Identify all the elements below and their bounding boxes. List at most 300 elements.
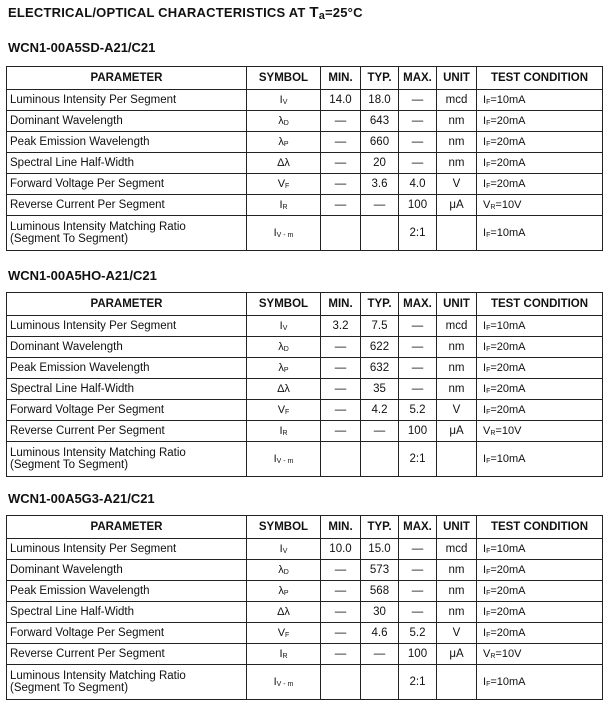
cell-max: 100	[399, 421, 437, 442]
cell-unit: V	[437, 174, 477, 195]
cell-symbol	[247, 400, 321, 421]
symbol-subscript: R	[282, 204, 288, 211]
parameter-text: Reverse Current Per Segment	[10, 648, 165, 660]
condition-symbol: V	[483, 648, 491, 660]
cell-test-condition	[477, 216, 603, 251]
parameter-text: Luminous Intensity Per Segment	[10, 320, 177, 332]
header-parameter: PARAMETER	[7, 67, 247, 90]
table-row	[7, 174, 603, 195]
condition-subscript: R	[490, 430, 496, 437]
header-unit: UNIT	[437, 67, 477, 90]
cell-min: 10.0	[321, 539, 361, 560]
symbol-subscript: V	[282, 325, 288, 332]
parameter-text: Spectral Line Half-Width	[10, 606, 134, 618]
table-row	[7, 560, 603, 581]
condition-value: =10mA	[490, 94, 526, 106]
condition-symbol: I	[483, 320, 487, 332]
cell-min: —	[321, 421, 361, 442]
cell-max: 5.2	[399, 400, 437, 421]
cell-unit: nm	[437, 111, 477, 132]
cell-test-condition	[477, 560, 603, 581]
cell-max: —	[399, 379, 437, 400]
cell-min: —	[321, 337, 361, 358]
condition-subscript: F	[486, 548, 491, 555]
header-test-condition: TEST CONDITION	[477, 67, 603, 90]
condition-value: =20mA	[490, 157, 526, 169]
cell-test-condition	[477, 602, 603, 623]
page-title-t: T	[309, 4, 319, 21]
cell-test-condition	[477, 539, 603, 560]
condition-value: =10mA	[490, 676, 526, 688]
cell-test-condition	[477, 442, 603, 477]
parameter-text: Peak Emission Wavelength	[10, 585, 150, 597]
page-title	[8, 4, 363, 22]
symbol-subscript: R	[282, 430, 288, 437]
cell-symbol	[247, 111, 321, 132]
cell-min: —	[321, 358, 361, 379]
cell-unit: μA	[437, 195, 477, 216]
table-header-row	[7, 516, 603, 539]
cell-min: —	[321, 195, 361, 216]
cell-max: 5.2	[399, 623, 437, 644]
cell-min: —	[321, 153, 361, 174]
condition-value: =20mA	[490, 362, 526, 374]
cell-max: —	[399, 316, 437, 337]
cell-min: 3.2	[321, 316, 361, 337]
condition-value: =20mA	[490, 585, 526, 597]
parameter-text: Peak Emission Wavelength	[10, 136, 150, 148]
condition-subscript: F	[486, 388, 491, 395]
cell-typ: —	[361, 644, 399, 665]
cell-parameter	[7, 400, 247, 421]
cell-parameter	[7, 195, 247, 216]
cell-unit: V	[437, 623, 477, 644]
symbol-text: Δλ	[277, 157, 290, 169]
condition-symbol: I	[483, 94, 487, 106]
cell-typ: 3.6	[361, 174, 399, 195]
header-max: MAX.	[399, 293, 437, 316]
symbol-text: V	[277, 404, 286, 416]
cell-min: —	[321, 132, 361, 153]
cell-test-condition	[477, 337, 603, 358]
cell-test-condition	[477, 379, 603, 400]
cell-test-condition	[477, 195, 603, 216]
header-unit: UNIT	[437, 293, 477, 316]
condition-value: =20mA	[490, 627, 526, 639]
condition-symbol: V	[483, 425, 491, 437]
symbol-text: Δλ	[277, 606, 290, 618]
symbol-text: λ	[278, 115, 284, 127]
header-typ: TYP.	[361, 293, 399, 316]
cell-parameter	[7, 442, 247, 477]
condition-subscript: F	[486, 99, 491, 106]
symbol-text: V	[277, 627, 286, 639]
cell-max: —	[399, 132, 437, 153]
cell-max: 100	[399, 195, 437, 216]
cell-symbol	[247, 216, 321, 251]
cell-max: —	[399, 358, 437, 379]
header-symbol: SYMBOL	[247, 67, 321, 90]
cell-max: —	[399, 560, 437, 581]
cell-typ: 30	[361, 602, 399, 623]
cell-unit: nm	[437, 560, 477, 581]
cell-min: —	[321, 602, 361, 623]
condition-subscript: F	[486, 120, 491, 127]
condition-symbol: I	[483, 157, 487, 169]
cell-typ: 7.5	[361, 316, 399, 337]
header-unit: UNIT	[437, 516, 477, 539]
cell-max: —	[399, 153, 437, 174]
table-row	[7, 665, 603, 700]
symbol-text: I	[279, 648, 283, 660]
condition-value: =20mA	[490, 178, 526, 190]
symbol-subscript: V - m	[276, 458, 294, 465]
cell-max: 2:1	[399, 665, 437, 700]
condition-symbol: V	[483, 199, 491, 211]
condition-subscript: F	[486, 141, 491, 148]
cell-symbol	[247, 358, 321, 379]
symbol-text: Δλ	[277, 383, 290, 395]
symbol-subscript: F	[285, 409, 290, 416]
cell-test-condition	[477, 90, 603, 111]
cell-unit: mcd	[437, 316, 477, 337]
header-typ: TYP.	[361, 67, 399, 90]
parameter-text: Luminous Intensity Per Segment	[10, 543, 177, 555]
cell-unit: mcd	[437, 90, 477, 111]
symbol-text: I	[279, 320, 283, 332]
parameter-text: Reverse Current Per Segment	[10, 425, 165, 437]
table-row	[7, 316, 603, 337]
parameter-text: Forward Voltage Per Segment	[10, 627, 165, 639]
cell-symbol	[247, 560, 321, 581]
cell-test-condition	[477, 316, 603, 337]
cell-unit	[437, 442, 477, 477]
table-row	[7, 539, 603, 560]
condition-value: =10mA	[490, 543, 526, 555]
condition-value: =20mA	[490, 564, 526, 576]
cell-max: 100	[399, 644, 437, 665]
symbol-subscript: F	[285, 183, 290, 190]
condition-symbol: I	[483, 136, 487, 148]
page-title-sub: a	[318, 10, 326, 22]
parameter-text: Dominant Wavelength	[10, 564, 123, 576]
cell-min: —	[321, 581, 361, 602]
cell-symbol	[247, 174, 321, 195]
symbol-subscript: F	[285, 632, 290, 639]
cell-test-condition	[477, 153, 603, 174]
parameter-text: Peak Emission Wavelength	[10, 362, 150, 374]
condition-subscript: F	[486, 409, 491, 416]
cell-typ: 632	[361, 358, 399, 379]
condition-subscript: F	[486, 232, 491, 239]
cell-max: —	[399, 602, 437, 623]
cell-min: —	[321, 623, 361, 644]
cell-parameter	[7, 560, 247, 581]
symbol-text: I	[273, 227, 277, 239]
symbol-text: λ	[278, 362, 284, 374]
parameter-text: Spectral Line Half-Width	[10, 383, 134, 395]
condition-value: =10mA	[490, 453, 526, 465]
table-row	[7, 358, 603, 379]
cell-typ	[361, 442, 399, 477]
section-title: WCN1-00A5SD-A21/C21	[8, 40, 156, 55]
condition-value: =10V	[495, 425, 522, 437]
parameter-text: Dominant Wavelength	[10, 115, 123, 127]
condition-symbol: I	[483, 564, 487, 576]
condition-symbol: I	[483, 627, 487, 639]
condition-value: =10V	[495, 199, 522, 211]
cell-parameter	[7, 153, 247, 174]
parameter-text-line2: (Segment To Segment)	[10, 459, 129, 471]
condition-subscript: F	[486, 162, 491, 169]
symbol-text: I	[273, 453, 277, 465]
condition-subscript: F	[486, 590, 491, 597]
symbol-text: I	[279, 199, 283, 211]
condition-value: =10V	[495, 648, 522, 660]
cell-max: —	[399, 337, 437, 358]
parameter-text: Spectral Line Half-Width	[10, 157, 134, 169]
cell-symbol	[247, 665, 321, 700]
table-header-row	[7, 293, 603, 316]
symbol-subscript: P	[283, 367, 289, 374]
table-row	[7, 581, 603, 602]
symbol-subscript: R	[282, 653, 288, 660]
cell-max: —	[399, 581, 437, 602]
cell-parameter	[7, 358, 247, 379]
cell-symbol	[247, 153, 321, 174]
condition-subscript: R	[490, 204, 496, 211]
cell-test-condition	[477, 581, 603, 602]
cell-typ: 35	[361, 379, 399, 400]
cell-symbol	[247, 442, 321, 477]
cell-typ: 20	[361, 153, 399, 174]
condition-value: =10mA	[490, 227, 526, 239]
cell-min: —	[321, 111, 361, 132]
cell-parameter	[7, 216, 247, 251]
symbol-subscript: D	[283, 120, 289, 127]
cell-unit: nm	[437, 153, 477, 174]
cell-parameter	[7, 379, 247, 400]
condition-symbol: I	[483, 585, 487, 597]
cell-max: —	[399, 539, 437, 560]
parameter-text: Forward Voltage Per Segment	[10, 404, 165, 416]
cell-typ	[361, 665, 399, 700]
cell-unit: nm	[437, 337, 477, 358]
condition-value: =20mA	[490, 341, 526, 353]
parameter-text: Luminous Intensity Matching Ratio	[10, 670, 186, 682]
cell-symbol	[247, 421, 321, 442]
cell-max: —	[399, 111, 437, 132]
cell-parameter	[7, 337, 247, 358]
cell-parameter	[7, 539, 247, 560]
cell-unit	[437, 216, 477, 251]
parameter-text-line2: (Segment To Segment)	[10, 682, 129, 694]
header-parameter: PARAMETER	[7, 516, 247, 539]
cell-typ	[361, 216, 399, 251]
cell-symbol	[247, 644, 321, 665]
condition-symbol: I	[483, 453, 487, 465]
page-title-prefix: ELECTRICAL/OPTICAL CHARACTERISTICS AT	[8, 5, 310, 20]
header-test-condition: TEST CONDITION	[477, 293, 603, 316]
condition-value: =10mA	[490, 320, 526, 332]
cell-unit: μA	[437, 644, 477, 665]
cell-symbol	[247, 379, 321, 400]
cell-parameter	[7, 174, 247, 195]
table-row	[7, 602, 603, 623]
symbol-subscript: V - m	[276, 681, 294, 688]
symbol-text: I	[279, 425, 283, 437]
header-symbol: SYMBOL	[247, 293, 321, 316]
header-typ: TYP.	[361, 516, 399, 539]
header-max: MAX.	[399, 516, 437, 539]
symbol-subscript: V	[282, 548, 288, 555]
cell-min: —	[321, 379, 361, 400]
symbol-subscript: V - m	[276, 232, 294, 239]
cell-test-condition	[477, 400, 603, 421]
cell-max: 4.0	[399, 174, 437, 195]
cell-unit: nm	[437, 132, 477, 153]
cell-test-condition	[477, 132, 603, 153]
table-row	[7, 400, 603, 421]
cell-unit: V	[437, 400, 477, 421]
cell-min	[321, 442, 361, 477]
spec-table	[6, 515, 603, 700]
condition-symbol: I	[483, 115, 487, 127]
symbol-subscript: D	[283, 569, 289, 576]
condition-symbol: I	[483, 606, 487, 618]
cell-test-condition	[477, 644, 603, 665]
cell-parameter	[7, 623, 247, 644]
condition-subscript: F	[486, 325, 491, 332]
condition-symbol: I	[483, 178, 487, 190]
cell-min: —	[321, 560, 361, 581]
parameter-text: Luminous Intensity Matching Ratio	[10, 447, 186, 459]
cell-test-condition	[477, 665, 603, 700]
header-min: MIN.	[321, 293, 361, 316]
table-row	[7, 379, 603, 400]
table-row	[7, 216, 603, 251]
table-row	[7, 337, 603, 358]
condition-symbol: I	[483, 383, 487, 395]
condition-subscript: R	[490, 653, 496, 660]
table-row	[7, 111, 603, 132]
table-header-row	[7, 67, 603, 90]
table-row	[7, 421, 603, 442]
symbol-text: I	[273, 676, 277, 688]
parameter-text: Reverse Current Per Segment	[10, 199, 165, 211]
cell-parameter	[7, 316, 247, 337]
cell-unit: nm	[437, 358, 477, 379]
condition-subscript: F	[486, 458, 491, 465]
cell-parameter	[7, 602, 247, 623]
condition-value: =20mA	[490, 115, 526, 127]
parameter-text: Luminous Intensity Per Segment	[10, 94, 177, 106]
condition-value: =20mA	[490, 136, 526, 148]
cell-unit: μA	[437, 421, 477, 442]
condition-subscript: F	[486, 632, 491, 639]
condition-subscript: F	[486, 569, 491, 576]
symbol-text: I	[279, 94, 283, 106]
cell-typ: 4.6	[361, 623, 399, 644]
cell-symbol	[247, 539, 321, 560]
header-min: MIN.	[321, 516, 361, 539]
cell-test-condition	[477, 358, 603, 379]
condition-subscript: F	[486, 183, 491, 190]
table-row	[7, 623, 603, 644]
cell-min	[321, 665, 361, 700]
cell-parameter	[7, 581, 247, 602]
cell-symbol	[247, 316, 321, 337]
cell-unit	[437, 665, 477, 700]
cell-typ: —	[361, 195, 399, 216]
condition-symbol: I	[483, 543, 487, 555]
header-symbol: SYMBOL	[247, 516, 321, 539]
symbol-text: λ	[278, 341, 284, 353]
parameter-text-line2: (Segment To Segment)	[10, 233, 129, 245]
cell-test-condition	[477, 421, 603, 442]
cell-min: —	[321, 644, 361, 665]
cell-parameter	[7, 111, 247, 132]
cell-unit: mcd	[437, 539, 477, 560]
symbol-subscript: P	[283, 141, 289, 148]
section-title: WCN1-00A5HO-A21/C21	[8, 268, 157, 283]
cell-typ: 18.0	[361, 90, 399, 111]
cell-min: 14.0	[321, 90, 361, 111]
cell-parameter	[7, 90, 247, 111]
cell-symbol	[247, 132, 321, 153]
parameter-text: Forward Voltage Per Segment	[10, 178, 165, 190]
cell-symbol	[247, 581, 321, 602]
cell-parameter	[7, 644, 247, 665]
condition-symbol: I	[483, 676, 487, 688]
cell-min: —	[321, 400, 361, 421]
cell-typ: 15.0	[361, 539, 399, 560]
header-parameter: PARAMETER	[7, 293, 247, 316]
condition-subscript: F	[486, 346, 491, 353]
cell-max: 2:1	[399, 442, 437, 477]
cell-unit: nm	[437, 602, 477, 623]
symbol-subscript: D	[283, 346, 289, 353]
condition-subscript: F	[486, 367, 491, 374]
cell-unit: nm	[437, 581, 477, 602]
cell-typ: —	[361, 421, 399, 442]
condition-value: =20mA	[490, 606, 526, 618]
condition-value: =20mA	[490, 383, 526, 395]
condition-symbol: I	[483, 404, 487, 416]
cell-typ: 573	[361, 560, 399, 581]
parameter-text: Luminous Intensity Matching Ratio	[10, 221, 186, 233]
cell-max: 2:1	[399, 216, 437, 251]
symbol-text: λ	[278, 564, 284, 576]
section-title: WCN1-00A5G3-A21/C21	[8, 491, 155, 506]
cell-typ: 643	[361, 111, 399, 132]
cell-test-condition	[477, 111, 603, 132]
cell-test-condition	[477, 174, 603, 195]
symbol-subscript: P	[283, 590, 289, 597]
symbol-text: I	[279, 543, 283, 555]
table-row	[7, 153, 603, 174]
spec-table	[6, 66, 603, 251]
cell-max: —	[399, 90, 437, 111]
cell-min	[321, 216, 361, 251]
cell-parameter	[7, 665, 247, 700]
cell-typ: 622	[361, 337, 399, 358]
condition-symbol: I	[483, 227, 487, 239]
symbol-text: λ	[278, 585, 284, 597]
condition-symbol: I	[483, 362, 487, 374]
cell-typ: 660	[361, 132, 399, 153]
table-row	[7, 195, 603, 216]
